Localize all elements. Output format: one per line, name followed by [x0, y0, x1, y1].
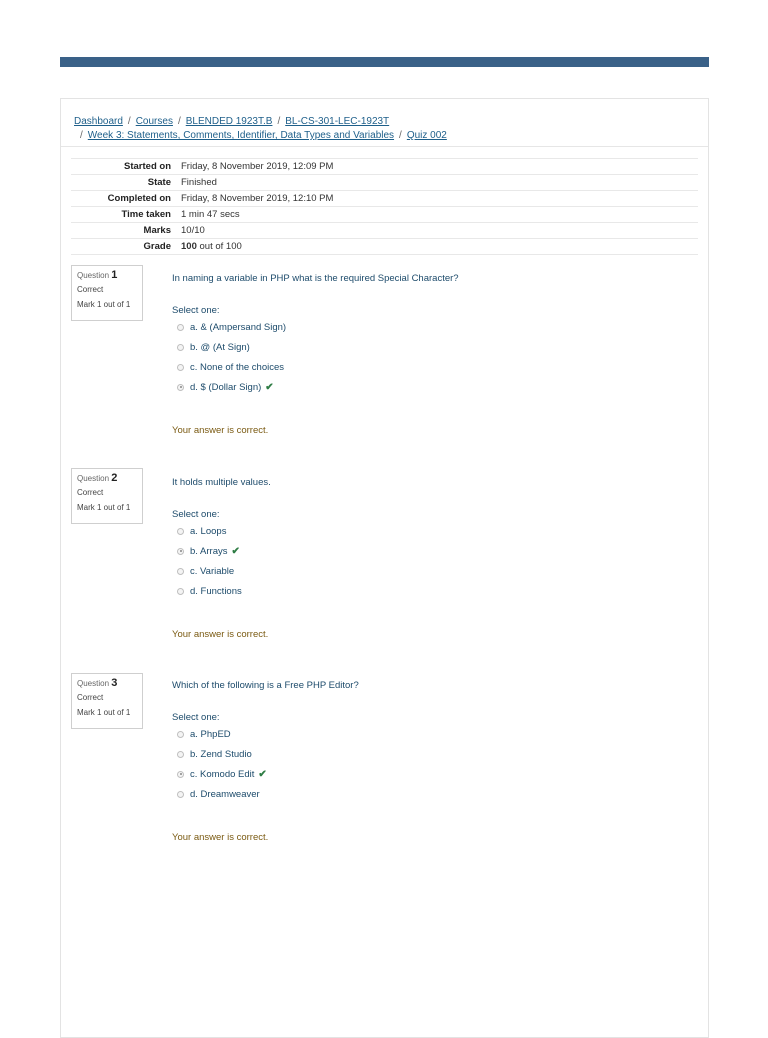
select-one-prompt: Select one: — [172, 712, 220, 723]
feedback-text: Your answer is correct. — [172, 629, 269, 640]
quiz-review-panel — [60, 98, 709, 1038]
summary-label: Time taken — [71, 207, 177, 223]
breadcrumb — [74, 115, 694, 143]
question-number-value: 3 — [111, 677, 118, 689]
answer-option[interactable] — [172, 784, 682, 804]
grade-total: out of 100 — [199, 241, 242, 252]
option-label: a. & (Ampersand Sign) — [190, 321, 287, 333]
check-icon: ✔ — [231, 545, 240, 557]
option-label: c. Komodo Edit — [190, 768, 255, 780]
option-label: d. Functions — [190, 585, 242, 597]
breadcrumb-separator: / — [277, 116, 281, 127]
answer-option[interactable] — [172, 357, 682, 377]
question-content-3 — [172, 680, 682, 843]
breadcrumb-course-code[interactable]: BL-CS-301-LEC-1923T — [285, 116, 390, 127]
feedback-text: Your answer is correct. — [172, 832, 269, 843]
option-label: d. Dreamweaver — [190, 788, 260, 800]
summary-value: Friday, 8 November 2019, 12:09 PM — [177, 159, 698, 175]
radio-icon[interactable] — [177, 384, 184, 391]
check-icon: ✔ — [265, 381, 274, 393]
question-info-1 — [71, 265, 143, 321]
answer-option-selected[interactable] — [172, 541, 682, 561]
question-info-2 — [71, 468, 143, 524]
select-one-prompt: Select one: — [172, 509, 220, 520]
summary-label: Marks — [71, 223, 177, 239]
question-content-1 — [172, 273, 682, 436]
question-prefix: Question — [77, 271, 110, 280]
breadcrumb-courses[interactable]: Courses — [135, 116, 173, 127]
answer-option[interactable] — [172, 337, 682, 357]
radio-icon[interactable] — [177, 344, 184, 351]
breadcrumb-week[interactable]: Week 3: Statements, Comments, Identifier, Data Types and Variables — [87, 130, 395, 141]
summary-value: Finished — [177, 175, 698, 191]
question-number — [77, 472, 137, 484]
answer-options — [172, 317, 682, 397]
summary-label: State — [71, 175, 177, 191]
radio-icon[interactable] — [177, 588, 184, 595]
answer-option[interactable] — [172, 581, 682, 601]
breadcrumb-quiz[interactable]: Quiz 002 — [406, 130, 447, 141]
summary-value: 1 min 47 secs — [177, 207, 698, 223]
question-content-2 — [172, 477, 682, 640]
question-text: In naming a variable in PHP what is the required Special Character? — [172, 273, 459, 284]
check-icon: ✔ — [258, 768, 267, 780]
answer-options — [172, 724, 682, 804]
breadcrumb-separator: / — [399, 130, 402, 141]
summary-row — [71, 175, 698, 191]
answer-option[interactable] — [172, 521, 682, 541]
radio-icon[interactable] — [177, 364, 184, 371]
radio-icon[interactable] — [177, 751, 184, 758]
question-text: It holds multiple values. — [172, 477, 271, 488]
answer-option-selected[interactable] — [172, 764, 682, 784]
breadcrumb-dashboard[interactable]: Dashboard — [74, 116, 123, 127]
option-label: b. Zend Studio — [190, 748, 252, 760]
question-info-3 — [71, 673, 143, 729]
option-label: c. None of the choices — [190, 361, 284, 373]
breadcrumb-separator: / — [80, 130, 83, 141]
breadcrumb-course-section[interactable]: BLENDED 1923T.B — [185, 116, 273, 127]
answer-option[interactable] — [172, 724, 682, 744]
breadcrumb-separator: / — [177, 116, 181, 127]
grade-score: 100 — [181, 241, 197, 252]
question-text: Which of the following is a Free PHP Editor? — [172, 680, 359, 691]
option-label: b. Arrays — [190, 545, 228, 557]
radio-icon[interactable] — [177, 548, 184, 555]
question-prefix: Question — [77, 474, 110, 483]
summary-label: Grade — [71, 239, 177, 255]
radio-icon[interactable] — [177, 528, 184, 535]
radio-icon[interactable] — [177, 791, 184, 798]
radio-icon[interactable] — [177, 731, 184, 738]
summary-value — [177, 239, 698, 255]
summary-label: Completed on — [71, 191, 177, 207]
summary-row — [71, 223, 698, 239]
question-number — [77, 677, 137, 689]
radio-icon[interactable] — [177, 324, 184, 331]
summary-label: Started on — [71, 159, 177, 175]
summary-row — [71, 239, 698, 255]
option-label: a. Loops — [190, 525, 227, 537]
attempt-summary-table — [71, 158, 698, 255]
answer-option[interactable] — [172, 744, 682, 764]
question-number-value: 2 — [111, 472, 118, 484]
question-mark: Mark 1 out of 1 — [77, 708, 131, 717]
divider — [61, 146, 708, 147]
option-label: a. PhpED — [190, 728, 231, 740]
question-state: Correct — [77, 693, 104, 702]
question-prefix: Question — [77, 679, 110, 688]
question-number-value: 1 — [111, 269, 118, 281]
summary-row — [71, 159, 698, 175]
summary-row — [71, 207, 698, 223]
question-state: Correct — [77, 285, 104, 294]
question-state: Correct — [77, 488, 104, 497]
breadcrumb-separator: / — [127, 116, 131, 127]
feedback-text: Your answer is correct. — [172, 425, 269, 436]
select-one-prompt: Select one: — [172, 305, 220, 316]
option-label: c. Variable — [190, 565, 235, 577]
option-label: b. @ (At Sign) — [190, 341, 250, 353]
answer-option[interactable] — [172, 561, 682, 581]
summary-value: 10/10 — [177, 223, 698, 239]
summary-row — [71, 191, 698, 207]
question-number — [77, 269, 137, 281]
option-label: d. $ (Dollar Sign) — [190, 381, 262, 393]
radio-icon[interactable] — [177, 771, 184, 778]
question-mark: Mark 1 out of 1 — [77, 300, 131, 309]
question-mark: Mark 1 out of 1 — [77, 503, 131, 512]
header-bar — [60, 57, 709, 67]
answer-option[interactable] — [172, 317, 682, 337]
answer-option-selected[interactable] — [172, 377, 682, 397]
summary-value: Friday, 8 November 2019, 12:10 PM — [177, 191, 698, 207]
answer-options — [172, 521, 682, 601]
radio-icon[interactable] — [177, 568, 184, 575]
